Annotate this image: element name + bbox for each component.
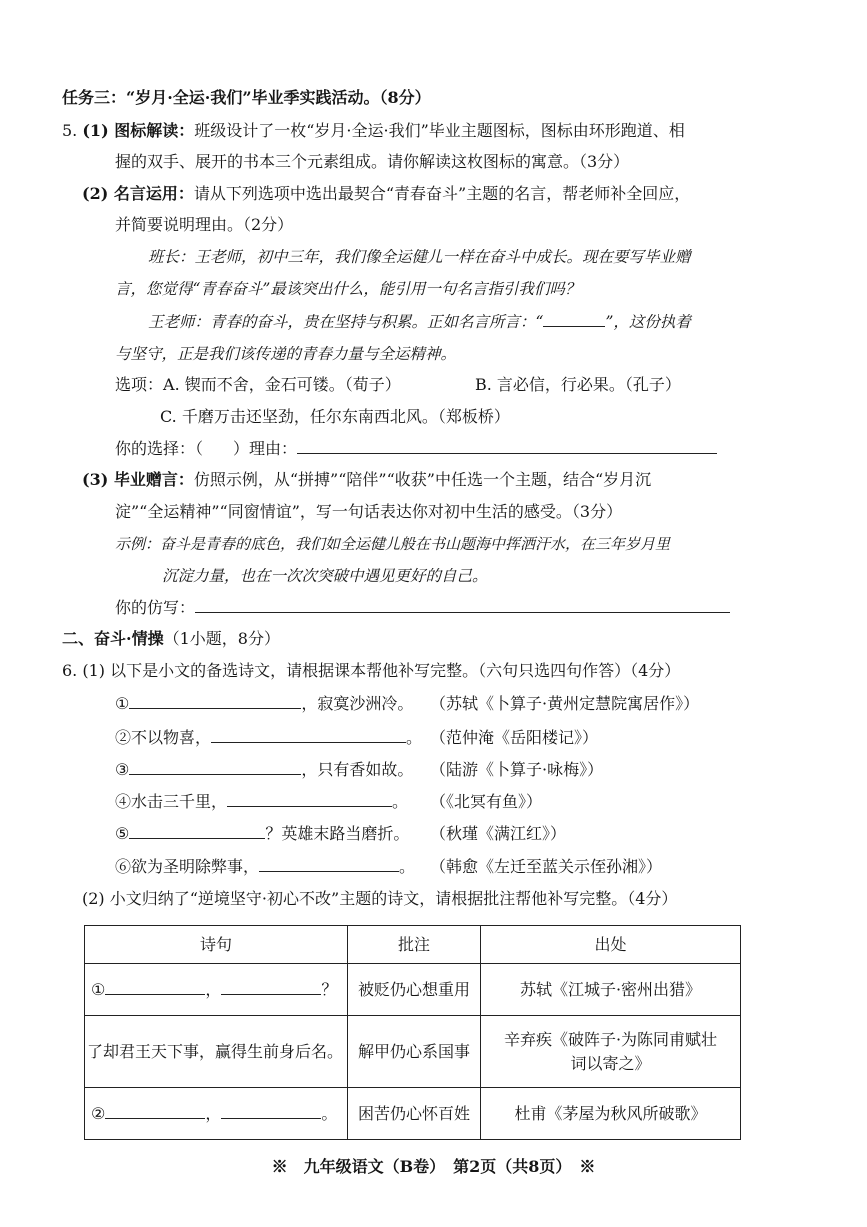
verse-item-text: ，只有香如故。 — [301, 760, 414, 779]
verse-item-lead: ③ — [115, 760, 130, 779]
verse-table — [84, 925, 741, 1140]
q5-part1-label: (1) 图标解读： — [82, 121, 195, 140]
verse-blank[interactable] — [105, 979, 205, 995]
example-line1: 示例：奋斗是青春的底色，我们如全运健儿般在书山题海中挥洒汗水，在三年岁月里 — [115, 535, 671, 553]
verse-item-2-source: （范仲淹《岳阳楼记》） — [430, 728, 599, 747]
table-row — [85, 1016, 741, 1088]
table-header-source: 出处 — [481, 926, 741, 964]
table-verse-cell — [85, 1088, 348, 1140]
dialog-teacher-line1 — [148, 311, 691, 333]
verse-item-lead: ②不以物喜， — [115, 728, 212, 747]
table-note-cell: 困苦仍心怀百姓 — [348, 1088, 481, 1140]
verse-item-text: ，寂寞沙洲冷。 — [301, 694, 414, 713]
table-header-row — [85, 926, 741, 964]
example-line2: 沉淀力量，也在一次次突破中遇见更好的自己。 — [162, 567, 488, 585]
task3-title: 任务三：“岁月·全运·我们”毕业季实践活动。（8分） — [62, 88, 431, 107]
verse-item-5-source: （秋瑾《满江红》） — [430, 824, 567, 843]
section2-note: （1小题，8分） — [163, 629, 280, 648]
verse-item-lead: ⑤ — [115, 824, 130, 843]
verse-item-2 — [115, 727, 422, 749]
imitate-line — [115, 597, 730, 619]
quote-blank[interactable] — [543, 311, 605, 327]
q5-part3-line1 — [82, 469, 651, 491]
table-source-cell: 辛弃疾《破阵子·为陈同甫赋壮词以寄之》 — [481, 1016, 741, 1088]
verse-comma: ， — [205, 979, 222, 999]
q6-part1-label: (1) 以下是小文的备选诗文，请根据课本帮他补写完整。（六句只选四句作答）（4分） — [82, 661, 681, 680]
verse-blank[interactable] — [221, 1103, 321, 1119]
choice-label: 你的选择：（ — [115, 439, 204, 458]
q6-number: 6. — [62, 661, 78, 680]
q5-part2-text: 请从下列选项中选出最契合“青春奋斗”主题的名言，帮老师补全回应， — [193, 184, 691, 203]
reason-label: ）理由： — [233, 439, 298, 458]
q5-part2-line2: 并简要说明理由。（2分） — [115, 215, 294, 234]
verse-item-3 — [115, 759, 413, 781]
verse-item-1-source: （苏轼《卜算子·黄州定慧院寓居作》） — [430, 694, 700, 713]
section2-heading — [62, 628, 280, 650]
table-source-cell: 苏轼《江城子·密州出猎》 — [481, 964, 741, 1016]
options-line1 — [115, 374, 401, 396]
q5-part1-line1 — [62, 120, 685, 142]
verse-item-6 — [115, 856, 415, 878]
option-a: A. 锲而不舍，金石可镂。（荀子） — [163, 375, 401, 394]
q5-part1-text: 班级设计了一枚“岁月·全运·我们”毕业主题图标，图标由环形跑道、相 — [194, 121, 685, 140]
q6-part1-heading — [62, 660, 680, 682]
verse-item-text: 。 — [399, 857, 416, 876]
reason-blank[interactable] — [297, 438, 717, 454]
table-note-cell: 解甲仍心系国事 — [348, 1016, 481, 1088]
verse-item-6-source: （韩愈《左迁至蓝关示侄孙湘》） — [430, 857, 663, 876]
verse-blank[interactable] — [211, 727, 406, 743]
imitate-label: 你的仿写： — [115, 598, 196, 617]
table-verse-cell: 了却君王天下事，赢得生前身后名。 — [85, 1016, 348, 1088]
verse-lead: ② — [91, 1103, 106, 1123]
verse-item-lead: ① — [115, 694, 130, 713]
imitate-blank[interactable] — [195, 597, 730, 613]
verse-item-lead: ④水击三千里， — [115, 792, 228, 811]
q5-part2-line1 — [82, 183, 690, 205]
verse-blank[interactable] — [227, 791, 392, 807]
q6-part2-label: (2) 小文归纳了“逆境坚守·初心不改”主题的诗文，请根据批注帮他补写完整。（4分） — [82, 889, 678, 908]
table-row — [85, 1088, 741, 1140]
q5-part1-line2: 握的双手、展开的书本三个元素组成。请你解读这枚图标的寓意。（3分） — [115, 152, 630, 171]
table-row — [85, 964, 741, 1016]
option-b: B. 言必信，行必果。（孔子） — [475, 375, 681, 394]
verse-end: ？ — [321, 979, 338, 999]
dialog-teacher-line2: 与坚守，正是我们该传递的青春力量与全运精神。 — [115, 345, 457, 363]
verse-item-1 — [115, 693, 413, 715]
verse-item-text: 。 — [406, 728, 423, 747]
option-c: C. 千磨万击还坚劲，任尔东南西北风。（郑板桥） — [160, 407, 510, 426]
table-note-cell: 被贬仍心想重用 — [348, 964, 481, 1016]
verse-item-text: 。 — [392, 792, 409, 811]
choice-line — [115, 438, 717, 460]
table-source-cell: 杜甫《茅屋为秋风所破歌》 — [481, 1088, 741, 1140]
dialog-teacher-post: ”，这份执着 — [605, 313, 691, 331]
verse-item-4-source: （《北冥有鱼》） — [430, 792, 543, 811]
table-verse-cell — [85, 964, 348, 1016]
table-header-verse: 诗句 — [85, 926, 348, 964]
verse-blank[interactable] — [129, 823, 265, 839]
q5-number: 5. — [62, 121, 78, 140]
verse-item-text: ？英雄末路当磨折。 — [265, 824, 410, 843]
verse-end: 。 — [321, 1103, 338, 1123]
verse-blank[interactable] — [221, 979, 321, 995]
verse-blank[interactable] — [129, 693, 301, 709]
verse-item-4 — [115, 791, 408, 813]
verse-comma: ， — [205, 1103, 222, 1123]
dialog-teacher-pre: 王老师：青春的奋斗，贵在坚持与积累。正如名言所言：“ — [148, 313, 544, 331]
options-label: 选项： — [115, 375, 164, 394]
verse-blank[interactable] — [259, 856, 399, 872]
verse-blank[interactable] — [129, 759, 301, 775]
section2-title: 二、奋斗·情操 — [62, 629, 164, 648]
q5-part2-label: (2) 名言运用： — [82, 184, 194, 203]
verse-lead: ① — [91, 979, 106, 999]
verse-item-5 — [115, 823, 409, 845]
verse-blank[interactable] — [105, 1103, 205, 1119]
q5-part3-line2: 淀”“全运精神”“同窗情谊”，写一句话表达你对初中生活的感受。（3分） — [115, 502, 623, 521]
table-header-note: 批注 — [348, 926, 481, 964]
q5-part3-label: (3) 毕业赠言： — [82, 470, 194, 489]
verse-item-3-source: （陆游《卜算子·咏梅》） — [430, 760, 604, 779]
dialog-monitor-line2: 言，您觉得“青春奋斗”最该突出什么，能引用一句名言指引我们吗？ — [115, 280, 581, 298]
verse-item-lead: ⑥欲为圣明除弊事， — [115, 857, 260, 876]
dialog-monitor-line1: 班长：王老师，初中三年，我们像全运健儿一样在奋斗中成长。现在要写毕业赠 — [148, 248, 691, 266]
page-footer: ※ 九年级语文（B卷） 第2页（共8页） ※ — [271, 1157, 596, 1176]
q5-part3-text: 仿照示例，从“拼搏”“陪伴”“收获”中任选一个主题，结合“岁月沉 — [193, 470, 652, 489]
